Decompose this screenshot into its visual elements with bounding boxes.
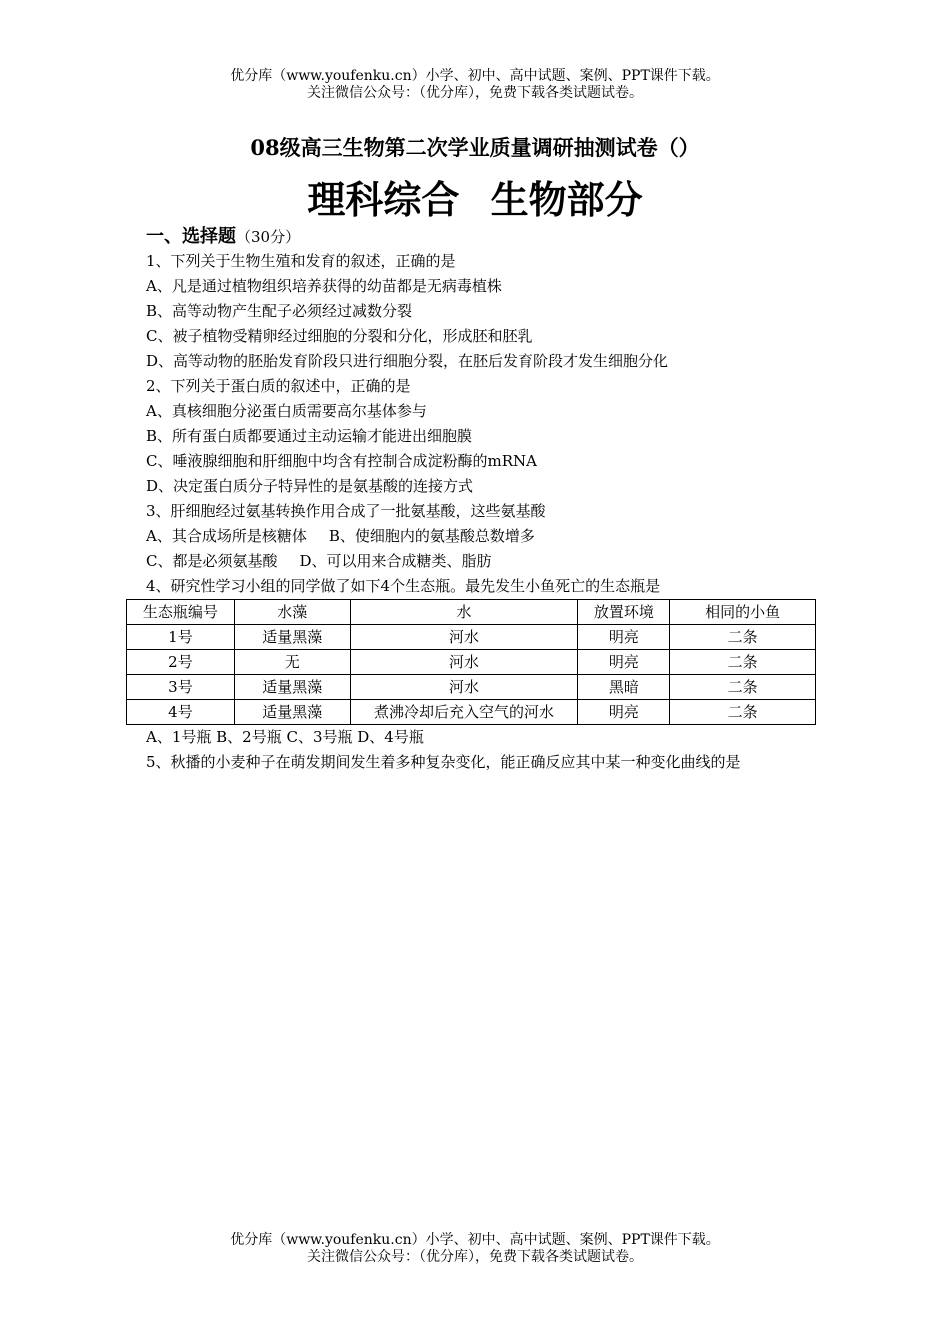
table-cell: 适量黑藻 bbox=[234, 625, 350, 650]
table-cell: 黑暗 bbox=[578, 675, 670, 700]
table-cell: 明亮 bbox=[578, 700, 670, 725]
table-row bbox=[127, 675, 816, 700]
q2-option-b: B、所有蛋白质都要通过主动运输才能进出细胞膜 bbox=[146, 427, 473, 445]
q2-option-a: A、真核细胞分泌蛋白质需要高尔基体参与 bbox=[146, 402, 427, 420]
table-cell: 二条 bbox=[670, 625, 816, 650]
section-label: 一、选择题 bbox=[146, 226, 236, 247]
section-points: （30分） bbox=[236, 228, 301, 246]
q4-options: A、1号瓶 B、2号瓶 C、3号瓶 D、4号瓶 bbox=[146, 728, 424, 746]
table-header-cell: 水藻 bbox=[234, 600, 350, 625]
q1-option-a: A、凡是通过植物组织培养获得的幼苗都是无病毒植株 bbox=[146, 277, 502, 295]
section-heading bbox=[146, 225, 300, 249]
table-header-row bbox=[127, 600, 816, 625]
footer-line-1: 优分库（www.youfenku.cn）小学、初中、高中试题、案例、PPT课件下载。 bbox=[230, 1232, 720, 1248]
header-line-1: 优分库（www.youfenku.cn）小学、初中、高中试题、案例、PPT课件下载。 bbox=[230, 68, 720, 84]
table-cell: 明亮 bbox=[578, 625, 670, 650]
q2-option-d: D、决定蛋白质分子特异性的是氨基酸的连接方式 bbox=[146, 477, 474, 495]
table-cell: 2号 bbox=[127, 650, 235, 675]
q5-stem: 5、秋播的小麦种子在萌发期间发生着多种复杂变化，能正确反应其中某一种变化曲线的是 bbox=[146, 753, 741, 771]
table-cell: 二条 bbox=[670, 675, 816, 700]
footer-line-2: 关注微信公众号：（优分库），免费下载各类试题试卷。 bbox=[307, 1249, 643, 1265]
table-cell: 4号 bbox=[127, 700, 235, 725]
page-footer bbox=[0, 1232, 950, 1266]
table-cell: 适量黑藻 bbox=[234, 700, 350, 725]
q3-option-d: D、可以用来合成糖类、脂肪 bbox=[299, 552, 492, 570]
q3-options-cd bbox=[146, 549, 836, 574]
q1-stem: 1、下列关于生物生殖和发育的叙述，正确的是 bbox=[146, 252, 456, 270]
table-cell: 明亮 bbox=[578, 650, 670, 675]
q1-option-d: D、高等动物的胚胎发育阶段只进行细胞分裂，在胚后发育阶段才发生细胞分化 bbox=[146, 352, 669, 370]
table-cell: 3号 bbox=[127, 675, 235, 700]
table-cell: 二条 bbox=[670, 650, 816, 675]
table-row bbox=[127, 700, 816, 725]
table-cell: 河水 bbox=[350, 625, 578, 650]
table-cell: 河水 bbox=[350, 650, 578, 675]
table-cell: 二条 bbox=[670, 700, 816, 725]
exam-subtitle: 理科综合 生物部分 bbox=[307, 178, 643, 222]
table-cell: 1号 bbox=[127, 625, 235, 650]
q3-option-a: A、其合成场所是核糖体 bbox=[146, 527, 307, 545]
q2-option-c: C、唾液腺细胞和肝细胞中均含有控制合成淀粉酶的mRNA bbox=[146, 452, 537, 470]
page-header bbox=[0, 68, 950, 102]
q1-option-c: C、被子植物受精卵经过细胞的分裂和分化，形成胚和胚乳 bbox=[146, 327, 533, 345]
q3-stem: 3、肝细胞经过氨基转换作用合成了一批氨基酸，这些氨基酸 bbox=[146, 502, 546, 520]
table-header-cell: 放置环境 bbox=[578, 600, 670, 625]
header-line-2: 关注微信公众号：（优分库），免费下载各类试题试卷。 bbox=[307, 85, 643, 101]
table-cell: 河水 bbox=[350, 675, 578, 700]
table-row bbox=[127, 625, 816, 650]
q3-options-ab bbox=[146, 524, 836, 549]
q4-stem: 4、研究性学习小组的同学做了如下4个生态瓶。最先发生小鱼死亡的生态瓶是 bbox=[146, 577, 661, 595]
table-row bbox=[127, 650, 816, 675]
q3-option-b: B、使细胞内的氨基酸总数增多 bbox=[328, 527, 535, 545]
exam-title: 08级高三生物第二次学业质量调研抽测试卷（） bbox=[250, 135, 700, 160]
table-cell: 适量黑藻 bbox=[234, 675, 350, 700]
q1-option-b: B、高等动物产生配子必须经过减数分裂 bbox=[146, 302, 413, 320]
table-header-cell: 水 bbox=[350, 600, 578, 625]
q2-stem: 2、下列关于蛋白质的叙述中，正确的是 bbox=[146, 377, 411, 395]
question-body bbox=[142, 249, 836, 775]
table-cell: 煮沸冷却后充入空气的河水 bbox=[350, 700, 578, 725]
table-header-cell: 相同的小鱼 bbox=[670, 600, 816, 625]
table-header-cell: 生态瓶编号 bbox=[127, 600, 235, 625]
table-cell: 无 bbox=[234, 650, 350, 675]
ecosystem-bottle-table bbox=[126, 599, 816, 725]
q3-option-c: C、都是必须氨基酸 bbox=[146, 552, 278, 570]
